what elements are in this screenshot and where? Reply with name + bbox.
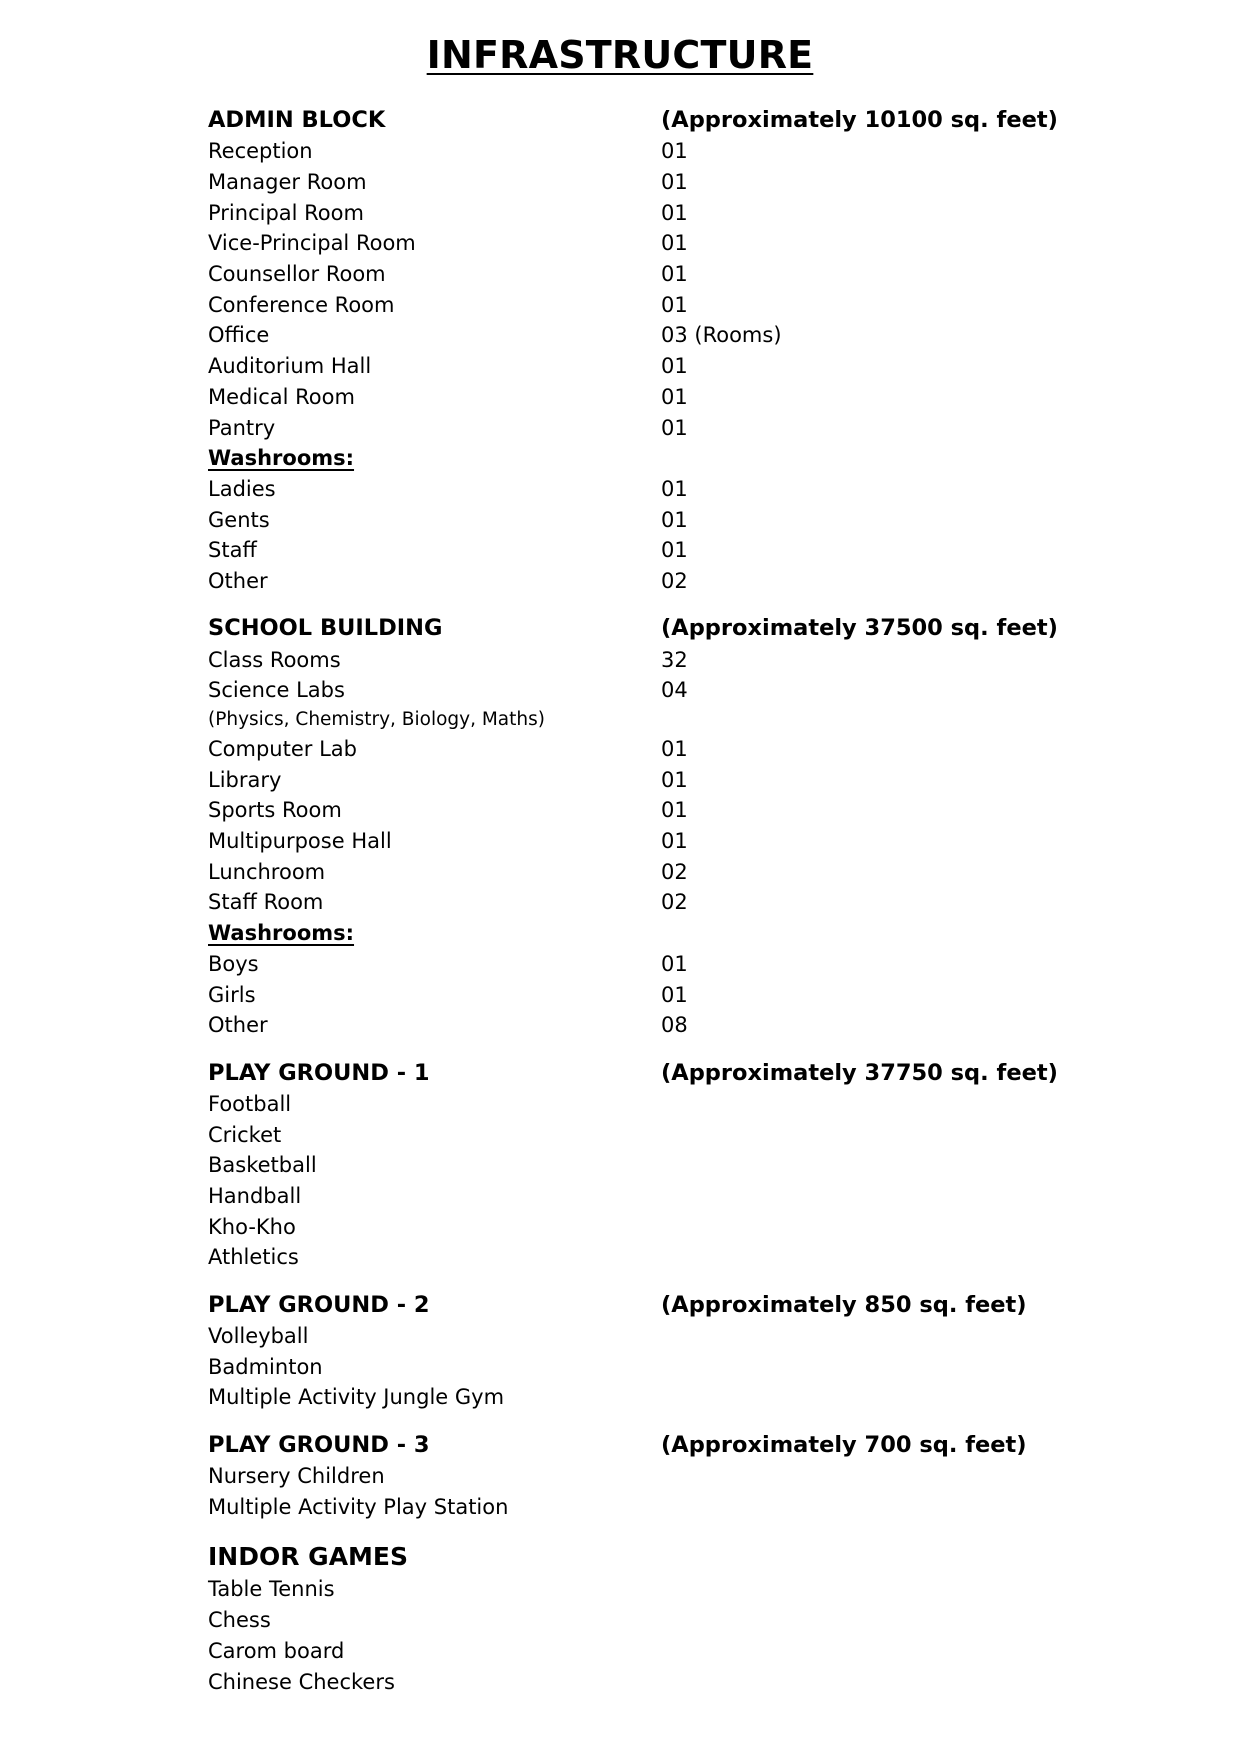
list-item [208, 826, 1108, 857]
section-heading: PLAY GROUND - 1 [208, 1059, 430, 1086]
list-item [208, 259, 1108, 290]
item-count: 01 [661, 200, 688, 225]
section-heading: PLAY GROUND - 2 [208, 1291, 430, 1318]
play-ground-3-section [208, 1429, 1108, 1522]
list-item: Volleyball [208, 1324, 309, 1349]
section-heading-row [208, 104, 1108, 136]
item-label: Computer Lab [208, 737, 357, 762]
document-body [208, 104, 1108, 1697]
list-item [208, 856, 1108, 887]
list-item: Nursery Children [208, 1464, 385, 1489]
item-count: 02 [661, 859, 688, 884]
washrooms-heading: Washrooms: [208, 446, 355, 471]
item-label: Principal Room [208, 200, 364, 225]
item-count: 01 [661, 507, 688, 532]
item-count: 02 [661, 568, 688, 593]
list-item: Athletics [208, 1245, 299, 1270]
item-count: 01 [661, 354, 688, 379]
item-count: 01 [661, 292, 688, 317]
item-label: Sports Room [208, 798, 342, 823]
item-label: Girls [208, 982, 256, 1007]
item-count: 01 [661, 737, 688, 762]
play-ground-1-section [208, 1057, 1108, 1273]
list-item [208, 764, 1108, 795]
list-item [208, 412, 1108, 443]
item-count: 32 [661, 647, 688, 672]
list-item [208, 949, 1108, 980]
list-item [208, 474, 1108, 505]
list-item [208, 795, 1108, 826]
item-count: 01 [661, 170, 688, 195]
list-item: Carom board [208, 1638, 345, 1663]
item-label: Medical Room [208, 384, 355, 409]
item-count: 01 [661, 538, 688, 563]
list-item: Chess [208, 1608, 271, 1633]
admin-block-section [208, 104, 1108, 596]
indoor-games-section [208, 1538, 1108, 1697]
play-ground-2-section [208, 1289, 1108, 1413]
list-item: Handball [208, 1183, 302, 1208]
list-item: Football [208, 1091, 292, 1116]
item-label: Other [208, 1013, 268, 1038]
item-label: Auditorium Hall [208, 354, 372, 379]
item-label: Class Rooms [208, 647, 341, 672]
list-item [208, 734, 1108, 765]
item-label: Manager Room [208, 170, 367, 195]
item-label: Office [208, 323, 270, 348]
list-item [208, 289, 1108, 320]
item-count: 01 [661, 767, 688, 792]
list-item [208, 504, 1108, 535]
item-label: Other [208, 568, 268, 593]
section-area: (Approximately 37500 sq. feet) [661, 615, 1058, 642]
section-area: (Approximately 850 sq. feet) [661, 1291, 1027, 1318]
list-item [208, 197, 1108, 228]
washrooms-heading: Washrooms: [208, 921, 355, 946]
section-area: (Approximately 10100 sq. feet) [661, 107, 1058, 133]
list-item [208, 320, 1108, 351]
item-label: Pantry [208, 415, 276, 440]
item-count: 02 [661, 890, 688, 915]
list-item [208, 1010, 1108, 1041]
item-count: 01 [661, 415, 688, 440]
item-count: 01 [661, 798, 688, 823]
list-item: Kho-Kho [208, 1214, 296, 1239]
section-heading: SCHOOL BUILDING [208, 615, 443, 642]
list-item: Table Tennis [208, 1577, 335, 1602]
list-item: Chinese Checkers [208, 1669, 395, 1694]
item-label: Gents [208, 507, 270, 532]
item-label: Staff Room [208, 890, 324, 915]
item-label: Counsellor Room [208, 262, 386, 287]
item-label: Ladies [208, 476, 276, 501]
section-heading-row [208, 1057, 1108, 1089]
item-label: Staff [208, 538, 257, 563]
section-heading: PLAY GROUND - 3 [208, 1431, 430, 1458]
section-heading: ADMIN BLOCK [208, 107, 386, 133]
list-item: Badminton [208, 1354, 323, 1379]
section-area: (Approximately 700 sq. feet) [661, 1431, 1027, 1458]
section-heading-row [208, 1289, 1108, 1321]
item-count: 01 [661, 139, 688, 164]
item-label: Conference Room [208, 292, 395, 317]
section-heading: INDOR GAMES [208, 1541, 409, 1571]
item-label: Vice-Principal Room [208, 231, 416, 256]
item-count: 01 [661, 951, 688, 976]
item-count: 01 [661, 829, 688, 854]
item-count: 08 [661, 1013, 688, 1038]
item-count: 01 [661, 231, 688, 256]
item-count: 01 [661, 982, 688, 1007]
list-item [208, 566, 1108, 597]
item-count: 04 [661, 678, 688, 703]
item-count: 01 [661, 262, 688, 287]
list-item: Cricket [208, 1122, 282, 1147]
school-building-section [208, 612, 1108, 1040]
list-item [208, 887, 1108, 918]
item-label: Multipurpose Hall [208, 829, 392, 854]
item-label: Science Labs [208, 678, 345, 703]
list-item: Multiple Activity Play Station [208, 1494, 509, 1519]
item-label: Reception [208, 139, 313, 164]
list-item [208, 979, 1108, 1010]
list-item [208, 382, 1108, 413]
section-heading-row [208, 612, 1108, 644]
list-item: Basketball [208, 1153, 317, 1178]
item-count: 01 [661, 384, 688, 409]
item-count: 01 [661, 476, 688, 501]
list-item: Multiple Activity Jungle Gym [208, 1385, 505, 1410]
list-item [208, 675, 1108, 706]
page-title: INFRASTRUCTURE [426, 33, 814, 77]
list-item [208, 644, 1108, 675]
list-item [208, 228, 1108, 259]
labs-note: (Physics, Chemistry, Biology, Maths) [208, 709, 545, 731]
list-item [208, 167, 1108, 198]
item-label: Boys [208, 951, 259, 976]
list-item [208, 136, 1108, 167]
item-label: Library [208, 767, 282, 792]
list-item [208, 535, 1108, 566]
section-heading-row [208, 1429, 1108, 1461]
item-label: Lunchroom [208, 859, 326, 884]
item-count: 03 (Rooms) [661, 323, 782, 348]
list-item [208, 351, 1108, 382]
section-area: (Approximately 37750 sq. feet) [661, 1059, 1058, 1086]
